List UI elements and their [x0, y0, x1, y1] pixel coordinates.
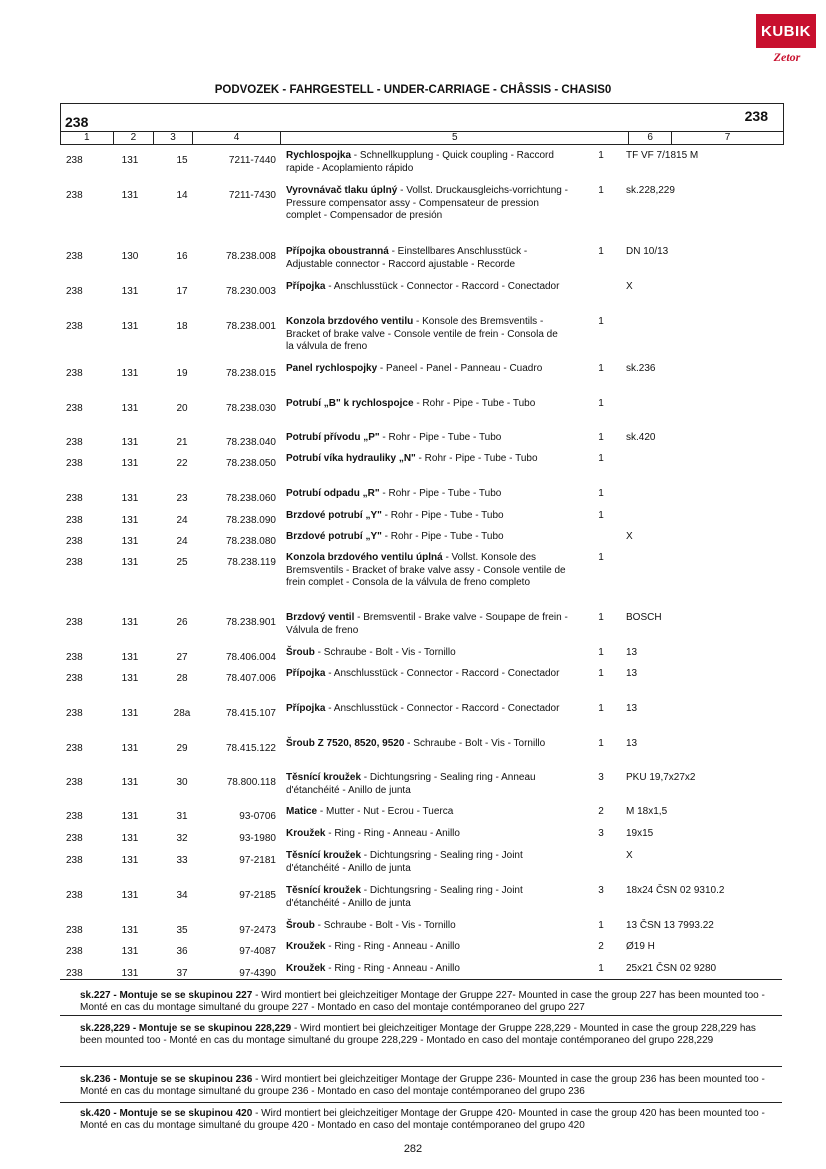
part-translations: - Vollst. Konsole des Bremsventils - Bracket of brake valve assy - Console ventile de frein complet - Consola de la válvula de freno completo	[286, 552, 566, 588]
cell-note: 13	[626, 738, 638, 749]
cell-quantity: 3	[598, 828, 604, 839]
cell-position: 25	[176, 557, 188, 568]
part-translations: - Rohr - Pipe - Tube - Tubo	[379, 432, 502, 443]
cell-note: X	[626, 281, 633, 292]
cell-note: 13 ČSN 13 7993.22	[626, 920, 714, 931]
cell-group: 238	[66, 925, 83, 936]
cell-part-number: 78.238.050	[225, 458, 276, 469]
part-translations: - Rohr - Pipe - Tube - Tubo	[381, 531, 504, 542]
cell-part-number: 78.238.090	[225, 515, 276, 526]
cell-subgroup: 131	[121, 968, 139, 979]
cell-subgroup: 131	[121, 458, 139, 469]
part-name: Konzola brzdového ventilu úplná	[286, 552, 443, 563]
cell-part-number: 78.238.008	[225, 251, 276, 262]
cell-quantity: 2	[598, 941, 604, 952]
footnote-text: - Wird montiert bei gleichzeitiger Montage der Gruppe 228,229 - Mounted in case the group 228,229 has been mounted too - Monté en cas du montage simultané du groupe 228,229 - Montado en caso del montaje contémporaneo del grupo 228,229	[80, 1023, 756, 1046]
cell-quantity: 1	[598, 552, 604, 563]
cell-quantity: 1	[598, 920, 604, 931]
part-name: Těsnící kroužek	[286, 885, 362, 896]
logo-dealer-text: Zetor	[773, 50, 801, 64]
cell-position: 35	[176, 925, 188, 936]
cell-position: 29	[176, 743, 188, 754]
column-header: 5	[281, 132, 629, 144]
cell-quantity: 1	[598, 647, 604, 658]
cell-quantity: 1	[598, 363, 604, 374]
notes-divider	[60, 1066, 782, 1067]
cell-group: 238	[66, 890, 83, 901]
cell-subgroup: 131	[121, 652, 139, 663]
part-translations: - Schraube - Bolt - Vis - Tornillo	[314, 647, 456, 658]
column-header: 7	[724, 132, 731, 143]
cell-quantity: 1	[598, 185, 604, 196]
column-header: 4	[193, 132, 281, 144]
cell-part-number: 78.230.003	[225, 286, 276, 297]
cell-description	[286, 398, 568, 411]
cell-quantity: 1	[598, 432, 604, 443]
part-translations: - Rohr - Pipe - Tube - Tubo	[381, 510, 504, 521]
cell-group: 238	[66, 190, 83, 201]
footnote-text: - Wird montiert bei gleichzeitiger Montage der Gruppe 227- Mounted in case the group 227 has been mounted too - Monté en cas du montage simultané du groupe 227 - Montado en caso del montaje contémporaneo del grupo 227	[80, 990, 765, 1013]
cell-quantity: 1	[598, 398, 604, 409]
part-name: Těsnící kroužek	[286, 772, 362, 783]
part-translations: - Anschlusstück - Connector - Raccord - Conectador	[325, 703, 560, 714]
part-name: Přípojka	[286, 668, 326, 679]
cell-part-number: 97-4390	[239, 968, 276, 979]
cell-group: 238	[66, 251, 83, 262]
cell-description	[286, 828, 568, 841]
cell-position: 18	[176, 321, 188, 332]
cell-note: X	[626, 531, 633, 542]
cell-description	[286, 488, 568, 501]
part-translations: - Mutter - Nut - Ecrou - Tuerca	[317, 806, 454, 817]
cell-group: 238	[66, 286, 83, 297]
cell-group: 238	[66, 437, 83, 448]
footnote	[80, 1108, 780, 1132]
footnote	[80, 1074, 780, 1098]
cell-note: Ø19 H	[626, 941, 655, 952]
cell-subgroup: 131	[121, 833, 139, 844]
cell-subgroup: 131	[121, 617, 139, 628]
cell-description	[286, 772, 568, 797]
cell-group: 238	[66, 493, 83, 504]
cell-description	[286, 920, 568, 933]
cell-description	[286, 281, 568, 294]
cell-subgroup: 131	[121, 673, 139, 684]
cell-subgroup: 131	[121, 811, 139, 822]
cell-subgroup: 131	[121, 437, 139, 448]
cell-part-number: 97-4087	[239, 946, 276, 957]
part-name: Vyrovnávač tlaku úplný	[286, 185, 398, 196]
cell-position: 31	[176, 811, 188, 822]
cell-part-number: 93-1980	[239, 833, 276, 844]
cell-note: DN 10/13	[626, 246, 669, 257]
part-name: Rychlospojka	[286, 150, 352, 161]
cell-description	[286, 432, 568, 445]
cell-description	[286, 612, 568, 637]
cell-quantity: 1	[598, 150, 604, 161]
cell-position: 16	[176, 251, 188, 262]
cell-position: 26	[176, 617, 188, 628]
cell-position: 27	[176, 652, 188, 663]
cell-subgroup: 131	[121, 190, 139, 201]
part-name: Kroužek	[286, 941, 326, 952]
cell-group: 238	[66, 673, 83, 684]
cell-group: 238	[66, 811, 83, 822]
column-header: 2	[114, 132, 155, 144]
cell-position: 14	[176, 190, 188, 201]
cell-subgroup: 131	[121, 515, 139, 526]
cell-note: M 18x1,5	[626, 806, 668, 817]
footnote-lead: sk.227 - Montuje se se skupinou 227	[80, 990, 253, 1001]
cell-group: 238	[66, 515, 83, 526]
cell-group: 238	[66, 833, 83, 844]
part-name: Brzdové potrubí „Y"	[286, 531, 382, 542]
page-title: PODVOZEK - FAHRGESTELL - UNDER-CARRIAGE - CHÂSSIS - CHASIS0	[214, 84, 612, 96]
part-name: Konzola brzdového ventilu	[286, 316, 414, 327]
cell-position: 24	[176, 536, 188, 547]
footnote-text: - Wird montiert bei gleichzeitiger Montage der Gruppe 236- Mounted in case the group 236 has been mounted too - Monté en cas du montage simultané du groupe 236 - Montado en caso del montaje contémporaneo del grupo 236	[80, 1074, 765, 1097]
cell-quantity: 1	[598, 612, 604, 623]
cell-part-number: 78.407.006	[225, 673, 276, 684]
column-header: 1	[61, 132, 114, 144]
cell-subgroup: 130	[121, 251, 139, 262]
cell-subgroup: 131	[121, 855, 139, 866]
cell-quantity: 1	[598, 488, 604, 499]
cell-subgroup: 131	[121, 557, 139, 568]
cell-group: 238	[66, 368, 83, 379]
cell-position: 20	[176, 403, 188, 414]
cell-position: 32	[176, 833, 188, 844]
cell-group: 238	[66, 777, 83, 788]
cell-part-number: 93-0706	[239, 811, 276, 822]
page-number: 282	[403, 1143, 423, 1155]
cell-quantity: 1	[598, 738, 604, 749]
part-name: Přípojka oboustranná	[286, 246, 389, 257]
cell-subgroup: 131	[121, 368, 139, 379]
column-numbers	[60, 131, 784, 145]
part-translations: - Ring - Ring - Anneau - Anillo	[325, 963, 460, 974]
cell-quantity: 1	[598, 453, 604, 464]
cell-quantity: 1	[598, 963, 604, 974]
cell-description	[286, 963, 568, 976]
cell-part-number: 7211-7430	[228, 190, 276, 201]
cell-position: 28a	[173, 708, 191, 719]
part-translations: - Schraube - Bolt - Vis - Tornillo	[314, 920, 456, 931]
part-translations: - Dichtungsring - Sealing ring - Anneau d'étanchéité - Anillo de junta	[286, 772, 536, 796]
cell-subgroup: 131	[121, 777, 139, 788]
part-translations: - Dichtungsring - Sealing ring - Joint d'étanchéité - Anillo de junta	[286, 885, 523, 909]
footnote	[80, 990, 780, 1014]
cell-note: PKU 19,7x27x2	[626, 772, 696, 783]
cell-description	[286, 703, 568, 716]
cell-group: 238	[66, 652, 83, 663]
cell-part-number: 97-2185	[239, 890, 276, 901]
cell-part-number: 78.415.122	[225, 743, 276, 754]
cell-description	[286, 647, 568, 660]
cell-subgroup: 131	[121, 708, 139, 719]
group-number-left: 238	[65, 114, 89, 130]
cell-subgroup: 131	[121, 321, 139, 332]
part-name: Kroužek	[286, 963, 326, 974]
part-translations: - Ring - Ring - Anneau - Anillo	[325, 828, 460, 839]
cell-note: sk.236	[626, 363, 656, 374]
cell-position: 21	[176, 437, 188, 448]
part-name: Přípojka	[286, 703, 326, 714]
footnote-lead: sk.236 - Montuje se se skupinou 236	[80, 1074, 253, 1085]
cell-group: 238	[66, 855, 83, 866]
cell-position: 28	[176, 673, 188, 684]
cell-note: 13	[626, 703, 638, 714]
cell-position: 34	[176, 890, 188, 901]
cell-position: 37	[176, 968, 188, 979]
cell-quantity: 3	[598, 885, 604, 896]
cell-quantity: 1	[598, 316, 604, 327]
footnote-lead: sk.228,229 - Montuje se se skupinou 228,229	[80, 1023, 292, 1034]
cell-part-number: 78.238.901	[225, 617, 276, 628]
cell-description	[286, 510, 568, 523]
cell-description	[286, 806, 568, 819]
part-translations: - Dichtungsring - Sealing ring - Joint d'étanchéité - Anillo de junta	[286, 850, 523, 874]
cell-description	[286, 552, 568, 590]
notes-divider	[60, 979, 782, 980]
cell-part-number: 78.800.118	[226, 777, 276, 788]
cell-quantity: 1	[598, 668, 604, 679]
footnote-text: - Wird montiert bei gleichzeitiger Montage der Gruppe 420- Mounted in case the group 420 has been mounted too - Monté en cas du montage simultané du groupe 420 - Montado en caso del montaje contémporaneo del grupo 420	[80, 1108, 765, 1131]
part-translations: - Schnellkupplung - Quick coupling - Raccord rapide - Acoplamiento rápido	[286, 150, 554, 174]
cell-group: 238	[66, 403, 83, 414]
kubik-zetor-logo	[756, 14, 816, 64]
cell-group: 238	[66, 946, 83, 957]
cell-group: 238	[66, 536, 83, 547]
part-translations: - Anschlusstück - Connector - Raccord - Conectador	[325, 281, 560, 292]
part-translations: - Paneel - Panel - Panneau - Cuadro	[377, 363, 543, 374]
cell-position: 30	[176, 777, 188, 788]
cell-group: 238	[66, 321, 83, 332]
part-name: Těsnící kroužek	[286, 850, 362, 861]
cell-subgroup: 131	[121, 925, 139, 936]
cell-group: 238	[66, 743, 83, 754]
cell-part-number: 78.415.107	[225, 708, 276, 719]
cell-position: 24	[176, 515, 188, 526]
cell-note: TF VF 7/1815 M	[626, 150, 699, 161]
cell-note: sk.420	[626, 432, 656, 443]
cell-description	[286, 150, 568, 175]
cell-quantity: 2	[598, 806, 604, 817]
footnote-lead: sk.420 - Montuje se se skupinou 420	[80, 1108, 253, 1119]
cell-part-number: 78.238.030	[225, 403, 276, 414]
part-translations: - Vollst. Druckausgleichs-vorrichtung - Pressure compensator assy - Compensateur de pression complet - Compensador de presión	[286, 185, 568, 221]
cell-note: X	[626, 850, 633, 861]
part-name: Kroužek	[286, 828, 326, 839]
cell-note: 13	[626, 647, 638, 658]
cell-note: BOSCH	[626, 612, 662, 623]
cell-quantity: 3	[598, 772, 604, 783]
cell-position: 33	[176, 855, 188, 866]
cell-position: 15	[176, 155, 188, 166]
logo-brand-text: KUBIK	[761, 23, 811, 40]
cell-description	[286, 850, 568, 875]
part-translations: - Einstellbares Anschlusstück - Adjustable connector - Raccord ajustable - Recorde	[286, 246, 528, 270]
cell-note: 13	[626, 668, 638, 679]
cell-group: 238	[66, 557, 83, 568]
cell-subgroup: 131	[121, 890, 139, 901]
part-translations: - Konsole des Bremsventils - Bracket of brake valve - Console ventile de frein - Consola de la válvula de freno	[286, 316, 558, 352]
table-header-frame	[60, 103, 784, 132]
part-name: Matice	[286, 806, 318, 817]
cell-part-number: 78.238.001	[225, 321, 276, 332]
part-translations: - Rohr - Pipe - Tube - Tubo	[415, 453, 538, 464]
footnote	[80, 1023, 780, 1047]
cell-group: 238	[66, 708, 83, 719]
cell-quantity: 1	[598, 703, 604, 714]
cell-description	[286, 668, 568, 681]
cell-description	[286, 316, 568, 354]
cell-position: 23	[176, 493, 188, 504]
cell-description	[286, 363, 568, 376]
cell-part-number: 78.406.004	[225, 652, 276, 663]
cell-subgroup: 131	[121, 155, 139, 166]
cell-note: sk.228,229	[626, 185, 675, 196]
part-name: Brzdové potrubí „Y"	[286, 510, 382, 521]
part-translations: - Bremsventil - Brake valve - Soupape de frein - Válvula de freno	[286, 612, 568, 636]
cell-subgroup: 131	[121, 286, 139, 297]
cell-position: 19	[176, 368, 188, 379]
cell-part-number: 7211-7440	[228, 155, 276, 166]
cell-description	[286, 185, 568, 223]
cell-part-number: 78.238.015	[225, 368, 276, 379]
cell-part-number: 97-2473	[239, 925, 276, 936]
part-name: Potrubí „B" k rychlospojce	[286, 398, 414, 409]
part-translations: - Ring - Ring - Anneau - Anillo	[325, 941, 460, 952]
cell-subgroup: 131	[121, 403, 139, 414]
cell-part-number: 78.238.060	[225, 493, 276, 504]
cell-part-number: 97-2181	[239, 855, 276, 866]
part-name: Šroub	[286, 647, 315, 658]
cell-description	[286, 738, 568, 751]
cell-description	[286, 531, 568, 544]
cell-part-number: 78.238.080	[225, 536, 276, 547]
column-header: 3	[154, 132, 193, 144]
cell-position: 36	[176, 946, 188, 957]
cell-quantity: 1	[598, 246, 604, 257]
part-translations: - Rohr - Pipe - Tube - Tubo	[379, 488, 502, 499]
part-name: Potrubí přívodu „P"	[286, 432, 380, 443]
part-name: Potrubí víka hydrauliky „N"	[286, 453, 416, 464]
part-name: Potrubí odpadu „R"	[286, 488, 380, 499]
cell-group: 238	[66, 617, 83, 628]
group-number-right: 238	[744, 108, 768, 124]
cell-quantity: 1	[598, 510, 604, 521]
part-name: Panel rychlospojky	[286, 363, 378, 374]
cell-note: 18x24 ČSN 02 9310.2	[626, 885, 725, 896]
part-name: Přípojka	[286, 281, 326, 292]
cell-group: 238	[66, 155, 83, 166]
notes-divider	[60, 1015, 782, 1016]
cell-position: 17	[176, 286, 188, 297]
part-translations: - Rohr - Pipe - Tube - Tubo	[413, 398, 536, 409]
part-name: Šroub Z 7520, 8520, 9520	[286, 738, 405, 749]
notes-divider	[60, 1102, 782, 1103]
cell-description	[286, 453, 568, 466]
cell-group: 238	[66, 458, 83, 469]
part-name: Šroub	[286, 920, 315, 931]
cell-part-number: 78.238.119	[226, 557, 276, 568]
part-translations: - Anschlusstück - Connector - Raccord - Conectador	[325, 668, 560, 679]
part-name: Brzdový ventil	[286, 612, 355, 623]
cell-note: 19x15	[626, 828, 654, 839]
cell-note: 25x21 ČSN 02 9280	[626, 963, 717, 974]
part-translations: - Schraube - Bolt - Vis - Tornillo	[404, 738, 546, 749]
cell-description	[286, 246, 568, 271]
cell-group: 238	[66, 968, 83, 979]
cell-subgroup: 131	[121, 946, 139, 957]
cell-part-number: 78.238.040	[225, 437, 276, 448]
cell-subgroup: 131	[121, 743, 139, 754]
cell-description	[286, 941, 568, 954]
cell-subgroup: 131	[121, 536, 139, 547]
cell-subgroup: 131	[121, 493, 139, 504]
column-header: 6	[629, 132, 672, 144]
cell-description	[286, 885, 568, 910]
cell-position: 22	[176, 458, 188, 469]
